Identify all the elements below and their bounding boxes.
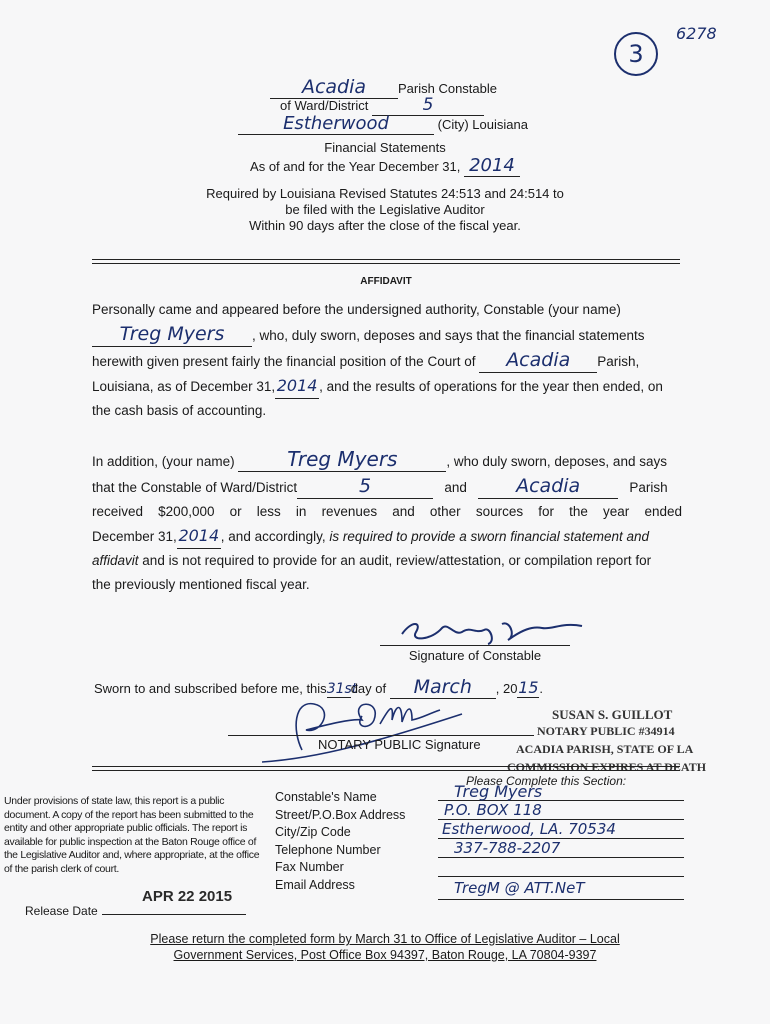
city-label: (City) Louisiana [437,117,528,132]
p1-line3 [92,348,682,374]
sworn-day: 31st [326,681,358,697]
parish-label: Parish Constable [398,81,497,96]
release-date-line [102,914,246,915]
p2-parish: Acadia [478,474,618,499]
notary-signature-label: NOTARY PUBLIC Signature [318,737,481,752]
divider-mid-2 [92,770,680,771]
notary-stamp-commission: COMMISSION EXPIRES AT DEATH [507,760,707,774]
ward-handwritten: 5 [372,95,484,116]
p1-year: 2014 [275,374,319,399]
affidavit-heading: AFFIDAVIT [360,276,412,287]
p2-line5 [92,549,682,573]
p2-ward: 5 [297,474,433,499]
label-city-zip: City/Zip Code [275,825,351,839]
city-handwritten: Estherwood [238,113,434,135]
value-constable-name: Treg Myers [438,782,684,801]
p2-name: Treg Myers [238,447,446,472]
p1-line5: the cash basis of accounting. [92,403,267,418]
p1-text-d: Parish, [597,354,640,369]
city-line [238,113,528,135]
notary-signature [262,690,482,770]
p2-text-a: In addition, (your name) [92,454,235,469]
year-handwritten: 2014 [464,155,520,177]
p1-text-e: Louisiana, as of December 31, [92,379,276,394]
p2-text-d: Parish [629,480,668,495]
sworn-month: March [390,676,496,699]
p2-text-c: that the Constable of Ward/District [92,480,298,495]
sworn-line: Sworn to and subscribed before me, this31stday of March , 2015. [94,676,544,698]
label-telephone: Telephone Number [275,842,381,857]
p2-line4 [92,524,682,549]
p1-text-f: , and the results of operations for the year then ended, on [319,379,663,394]
sworn-year: 15 [518,678,539,697]
reference-number: 6278 [676,24,717,43]
title-line1: Financial Statements [324,140,446,155]
p2-year: 2014 [177,524,221,549]
value-city-zip: Estherwood, LA. 70534 [438,820,684,839]
label-address: Street/P.O.Box Address [275,807,406,822]
p2-line2 [92,474,682,500]
p2-text-j: and is not required to provide for an audit, review/attestation, or compilation report for [142,553,652,568]
notary-signature-line [228,735,534,736]
constable-signature-line [380,645,570,646]
p2-line6: the previously mentioned fiscal year. [92,577,310,592]
p2-text-b: , who duly sworn, deposes, and says [446,454,667,469]
ward-label: of Ward/District [280,98,369,113]
p1-text-b: , who, duly sworn, deposes and says that the financial statements [252,328,645,343]
p2-text-h: is required to provide a sworn financial statement and [329,529,650,544]
notary-stamp-number: NOTARY PUBLIC #34914 [537,724,675,738]
contact-labels [275,789,405,894]
value-fax [438,858,684,877]
label-constable-name: Constable's Name [275,790,377,804]
p1-parish: Acadia [479,348,597,373]
footer-line1: Please return the completed form by March 31 to Office of Legislative Auditor – Local [150,932,620,946]
p1-name: Treg Myers [92,322,252,347]
p2-text-i: affidavit [92,553,139,568]
p1-text-c: herewith given present fairly the financial position of the Court of [92,354,476,369]
contact-values [438,782,684,900]
release-date-label: Release Date [25,904,98,918]
constable-signature [392,612,592,648]
value-address: P.O. BOX 118 [438,801,684,820]
divider-top-1 [92,259,680,260]
required-line1: Required by Louisiana Revised Statutes 24:513 and 24:514 to [206,186,564,201]
title-year-label: As of and for the Year December 31, [250,159,461,174]
sworn-text-c: , 20 [495,681,518,696]
public-notice: Under provisions of state law, this report is a public document. A copy of the report has been submitted to the entity and other appropriate public officials. The report is available for public inspection at the Baton Rouge office of the Legislative Auditor and, where appropriate, at the office of the parish clerk of court. [4,795,260,875]
divider-mid-1 [92,766,680,767]
value-telephone: 337-788-2207 [438,839,684,858]
footer-line2: Government Services, Post Office Box 94397, Baton Rouge, LA 70804-9397 [173,948,597,962]
label-email: Email Address [275,877,355,892]
notary-stamp-name: SUSAN S. GUILLOT [552,707,673,722]
p2-text-g: , and accordingly, [220,529,326,544]
p2-line3: received $200,000 or less in revenues and other sources for the year ended [92,504,682,519]
p1-line1: Personally came and appeared before the undersigned authority, Constable (your name) [92,302,621,317]
notary-stamp-parish: ACADIA PARISH, STATE OF LA [516,742,694,756]
title-line2 [185,155,585,177]
required-line2: be filed with the Legislative Auditor [285,202,485,217]
p2-line1 [92,447,682,474]
release-date-stamp: APR 22 2015 [142,888,233,905]
affidavit-paragraph-2 [92,447,682,597]
affidavit-paragraph-1 [92,298,682,423]
p2-text-and: and [444,480,467,495]
sworn-text-a: Sworn to and subscribed before me, this [94,681,327,696]
value-email: TregM @ ATT.NeT [438,879,684,900]
p2-text-f: December 31, [92,529,177,544]
p1-line4 [92,374,682,399]
p1-line2 [92,322,682,348]
circled-number: 3 [614,32,658,76]
label-fax: Fax Number [275,860,344,874]
divider-top-2 [92,263,680,264]
constable-signature-label: Signature of Constable [408,648,542,663]
required-line3: Within 90 days after the close of the fiscal year. [249,218,521,233]
parish-handwritten: Acadia [270,76,398,99]
please-complete-label: Please Complete this Section: [466,774,627,788]
sworn-text-b: day of [350,681,387,696]
